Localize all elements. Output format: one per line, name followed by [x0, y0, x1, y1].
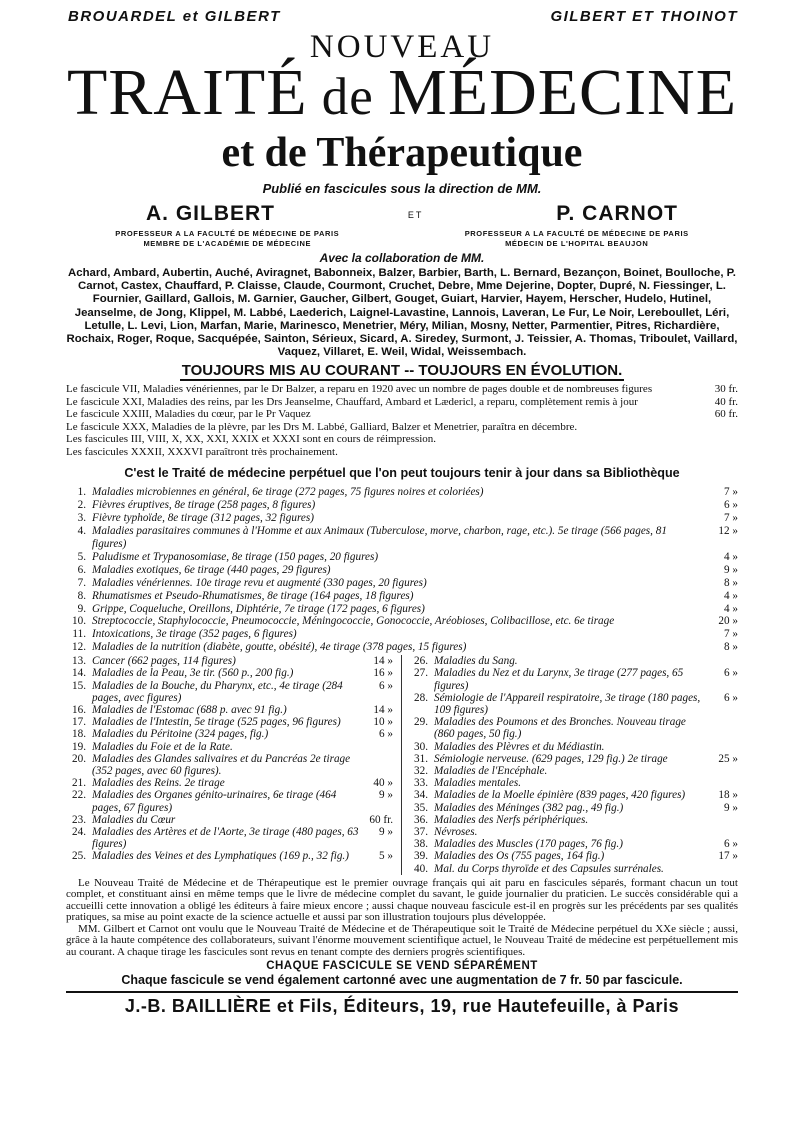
list-item-title: Maladies des Veines et des Lymphatiques (169 p., 32 fig.) — [92, 850, 349, 863]
list-item — [408, 789, 738, 801]
list-item-number: 36. — [414, 813, 428, 826]
list-item-number: 4. — [77, 525, 86, 538]
list-item — [66, 525, 738, 551]
carnot-affiliation — [415, 229, 738, 249]
list-item-number: 14. — [72, 667, 86, 680]
list-item-price: 9 » — [724, 801, 738, 814]
fascicule-note — [66, 433, 738, 446]
list-item-title: Maladies des Artères et de l'Aorte, 3e tirage (480 pages, 63 figures) — [92, 826, 359, 851]
list-item-title: Maladies des Plèvres et du Médiastin. — [434, 740, 605, 753]
collaborators-list: Achard, Ambard, Aubertin, Auché, Aviragnet, Babonneix, Balzer, Barbier, Barth, L. Bernard, Bezançon, Boinet, Boulloche, P. Carnot, Castex, Chauffard, P. Claisse, Claude, Courmont, Cruchet, Debre, Mme Dejerine, Dopter, Dupré, N. Fiessinger, L. Fournier, Gaillard, Gallois, M. Garnier, Gaucher, Gilbert, Gouget, Guiart, Harvier, Hayem, Herscher, Hudelo, Hutinel, Jeanselme, de Jong, Klippel, M. Labbé, Laederich, Laignel-Lavastine, Lannois, Laveran, Le Fur, Le Noir, Lereboullet, Léri, Letulle, L. Levi, Lion, Marfan, Marie, Marinesco, Menetrier, Méry, Milian, Mosny, Netter, Parmentier, Pitres, Richardière, Rochaix, Roger, Roque, Sacquépée, Sainton, Sérieux, Sicard, A. Siredey, Surmont, J. Teissier, A. Thomas, Triboulet, Vaillard, Vaquez, Villaret, E. Weil, Widal, Weissembach. — [66, 267, 738, 359]
list-item-price: 6 » — [724, 838, 738, 851]
list-item-number: 16. — [72, 704, 86, 717]
list-item-price: 6 » — [724, 667, 738, 680]
list-item-number: 34. — [414, 789, 428, 802]
list-item-price: 5 » — [379, 850, 393, 863]
list-item — [66, 512, 738, 525]
list-item-title: Paludisme et Trypanosomiase, 8e tirage (150 pages, 20 figures) — [92, 550, 379, 563]
description-para-1: Le Nouveau Traité de Médecine et de Thérapeutique est le premier ouvrage français qui ait paru en fascicules séparés, formant chacun un tout complet, et constituant ainsi en même temps que le livre de médecine complet du savant, le guide journalier du praticien. Le succès considérable qui a accueilli cette innovation a obligé les éditeurs à faire mieux encore ; aussi chaque nouveau fascicule est-il en progrès sur les précédents par ses qualités pratiques, sa mise au point exacte de la science actuelle et aussi par son illustration toujours plus développée. — [66, 876, 738, 924]
list-item — [66, 728, 393, 740]
fascicule-note-text: Le fascicule VII, Maladies vénériennes, par le Dr Balzer, a reparu en 1920 avec un nombre de pages double et de nombreuses figures — [66, 383, 653, 396]
list-item-number: 39. — [414, 850, 428, 863]
fascicule-note-price: 40 fr. — [714, 395, 738, 408]
fascicule-note-text: Le fascicule XXX, Maladies de la plèvre, par les Drs M. Labbé, Galliard, Balzer et Menetrier, paraîtra en décembre. — [66, 420, 578, 433]
fascicule-note-text: Le fascicule XXI, Maladies des reins, par les Drs Jeanselme, Chauffard, Ambard et Lædericl, a reparu, complètement remis à jour — [66, 395, 638, 408]
cartonne-note: Chaque fascicule se vend également cartonné avec une augmentation de 7 fr. 50 par fascicule. — [121, 973, 683, 988]
list-item-price: 20 » — [718, 615, 738, 628]
list-item-price: 60 fr. — [369, 813, 393, 826]
list-item-number: 32. — [414, 765, 428, 778]
list-item — [408, 753, 738, 765]
list-item — [66, 564, 738, 577]
list-item-title: Maladies de la Moelle épinière (839 pages, 420 figures) — [434, 789, 686, 802]
fascicule-note — [66, 383, 738, 396]
main-title — [66, 56, 738, 129]
list-item-price: 7 » — [724, 486, 738, 499]
list-item — [408, 814, 738, 826]
fascicule-note-price: 30 fr. — [714, 383, 738, 396]
directors — [66, 202, 738, 226]
fascicule-note — [66, 446, 738, 459]
list-item-title: Grippe, Coqueluche, Oreillons, Diphtérie, 7e tirage (172 pages, 6 figures) — [92, 602, 425, 615]
list-item-number: 33. — [414, 777, 428, 790]
fascicule-list-right — [402, 655, 738, 875]
list-item-number: 3. — [77, 512, 86, 525]
gilbert-affiliation — [66, 229, 389, 249]
list-item-price: 10 » — [373, 716, 393, 729]
list-item-number: 25. — [72, 850, 86, 863]
carnot-aff-2: MÉDECIN DE L'HOPITAL BEAUJON — [505, 239, 649, 248]
list-item-price: 8 » — [724, 641, 738, 654]
list-item-title: Maladies microbiennes en général, 6e tirage (272 pages, 75 figures noires et coloriées) — [92, 486, 484, 499]
list-item-price: 6 » — [379, 679, 393, 692]
list-item-title: Sémiologie nerveuse. (629 pages, 129 fig.) 2e tirage — [434, 752, 668, 765]
fascicule-note-price — [732, 421, 738, 434]
banner — [66, 362, 738, 379]
publisher-footer: J.-B. BAILLIÈRE et Fils, Éditeurs, 19, rue Hautefeuille, à Paris — [66, 991, 738, 1017]
list-item-title: Maladies des Organes génito-urinaires, 6e tirage (464 pages, 67 figures) — [92, 789, 337, 814]
list-item-number: 31. — [414, 752, 428, 765]
gilbert-aff-1: PROFESSEUR A LA FACULTÉ DE MÉDECINE DE PARIS — [115, 229, 340, 238]
list-item-title: Maladies de la nutrition (diabète, goutte, obésité), 4e tirage (378 pages, 15 figures) — [92, 641, 467, 654]
list-item-title: Maladies du Foie et de la Rate. — [92, 740, 233, 753]
list-item-title: Maladies du Péritoine (324 pages, fig.) — [92, 728, 269, 741]
list-item — [408, 826, 738, 838]
list-item-number: 23. — [72, 813, 86, 826]
affiliations — [66, 229, 738, 249]
list-item — [66, 615, 738, 628]
list-item-title: Cancer (662 pages, 114 figures) — [92, 655, 236, 668]
list-item-number: 19. — [72, 740, 86, 753]
list-item — [66, 590, 738, 603]
list-item — [66, 486, 738, 499]
list-item — [66, 551, 738, 564]
list-item-price: 8 » — [724, 576, 738, 589]
list-item-price: 4 » — [724, 589, 738, 602]
title-de: de — [307, 68, 389, 126]
list-item-price: 6 » — [724, 499, 738, 512]
list-item-number: 13. — [72, 655, 86, 668]
list-item-price: 9 » — [379, 789, 393, 802]
list-item-number: 5. — [77, 550, 86, 563]
list-item — [66, 753, 393, 777]
list-item-number: 27. — [414, 667, 428, 680]
list-item-number: 22. — [72, 789, 86, 802]
list-item — [408, 692, 738, 716]
list-item-title: Maladies de l'Encéphale. — [434, 765, 548, 778]
list-item-number: 30. — [414, 740, 428, 753]
title-traite: TRAITÉ — [66, 56, 308, 129]
subtitle: et de Thérapeutique — [221, 130, 583, 176]
list-item — [408, 765, 738, 777]
list-item-price: 25 » — [718, 752, 738, 765]
director-carnot: P. CARNOT — [556, 202, 678, 225]
list-item-price: 4 » — [724, 602, 738, 615]
list-item — [408, 667, 738, 691]
fascicule-note — [66, 408, 738, 421]
list-item-title: Maladies des Reins. 2e tirage — [92, 777, 225, 790]
list-item — [66, 499, 738, 512]
list-item-number: 2. — [77, 499, 86, 512]
fascicule-note-price: 60 fr. — [714, 408, 738, 421]
collab-intro: Avec la collaboration de MM. — [319, 251, 485, 265]
list-item-title: Maladies des Nerfs périphériques. — [434, 813, 589, 826]
fascicule-note-price — [732, 433, 738, 446]
list-item-title: Mal. du Corps thyroïde et des Capsules surrénales. — [434, 862, 664, 875]
fascicule-list-left — [66, 655, 402, 875]
directors-et: ET — [407, 210, 424, 220]
list-item-price: 40 » — [373, 777, 393, 790]
list-item-title: Maladies de la Bouche, du Pharynx, etc., 4e tirage (284 pages, avec figures) — [92, 679, 343, 704]
fascicule-note-text: Les fascicules XXXII, XXXVI paraîtront très prochainement. — [66, 445, 338, 458]
banner-text: TOUJOURS MIS AU COURANT -- TOUJOURS EN ÉVOLUTION. — [181, 362, 623, 380]
fascicule-note-text: Les fascicules III, VIII, X, XX, XXI, XXIX et XXXI sont en cours de réimpression. — [66, 433, 437, 446]
list-item-title: Sémiologie de l'Appareil respiratoire, 3e tirage (180 pages, 109 figures) — [434, 691, 701, 717]
list-item-number: 11. — [72, 628, 86, 641]
list-item-price: 7 » — [724, 512, 738, 525]
fascicule-list-full — [66, 486, 738, 654]
list-item-title: Maladies exotiques, 6e tirage (440 pages, 29 figures) — [92, 563, 331, 576]
carnot-aff-1: PROFESSEUR A LA FACULTÉ DE MÉDECINE DE PARIS — [464, 229, 689, 238]
list-item — [66, 814, 393, 826]
list-item-title: Maladies des Glandes salivaires et du Pancréas 2e tirage (352 pages, avec 60 figures). — [92, 752, 351, 778]
list-item-number: 29. — [414, 716, 428, 729]
list-item-number: 7. — [77, 576, 86, 589]
list-item-price: 12 » — [718, 525, 738, 538]
list-item-number: 12. — [72, 641, 86, 654]
list-item-price: 6 » — [379, 728, 393, 741]
list-item — [408, 777, 738, 789]
list-item — [408, 850, 738, 862]
list-item-title: Maladies de l'Intestin, 5e tirage (525 pages, 96 figures) — [92, 716, 341, 729]
header-right: GILBERT ET THOINOT — [550, 8, 738, 25]
list-item — [66, 641, 738, 654]
list-item — [66, 789, 393, 813]
perpetual-tagline: C'est le Traité de médecine perpétuel que l'on peut toujours tenir à jour dans sa Bibliothèque — [124, 466, 680, 481]
gilbert-aff-2: MEMBRE DE L'ACADÉMIE DE MÉDECINE — [143, 239, 312, 248]
fascicule-note-text: Le fascicule XXIII, Maladies du cœur, par le Pr Vaquez — [66, 408, 311, 421]
list-item — [66, 777, 393, 789]
list-item-price: 16 » — [373, 667, 393, 680]
list-item — [66, 716, 393, 728]
list-item-number: 26. — [414, 655, 428, 668]
fascicule-note — [66, 396, 738, 409]
list-item-title: Intoxications, 3e tirage (352 pages, 6 figures) — [92, 628, 297, 641]
list-item-price: 7 » — [724, 628, 738, 641]
list-item-price: 14 » — [373, 704, 393, 717]
list-item-number: 18. — [72, 728, 86, 741]
list-item-number: 24. — [72, 826, 86, 839]
list-item-price: 4 » — [724, 550, 738, 563]
list-item-price: 14 » — [373, 655, 393, 668]
fascicule-notes — [66, 383, 738, 458]
list-item — [408, 802, 738, 814]
list-item-title: Maladies des Poumons et des Bronches. Nouveau tirage (860 pages, 50 fig.) — [434, 716, 686, 741]
list-item — [66, 680, 393, 704]
list-item-price: 9 » — [379, 826, 393, 839]
top-header — [68, 8, 738, 25]
list-item-number: 15. — [72, 679, 86, 692]
list-item — [66, 850, 393, 862]
list-item-title: Maladies des Muscles (170 pages, 76 fig.) — [434, 838, 623, 851]
list-item-title: Maladies parasitaires communes à l'Homme et aux Animaux (Tuberculose, morve, charbon, rage, etc.). 5e tirage (566 pages, 81 figures) — [92, 525, 667, 551]
list-item-number: 1. — [77, 486, 86, 499]
list-item-number: 20. — [72, 752, 86, 765]
list-item-number: 6. — [77, 563, 86, 576]
list-item — [66, 704, 393, 716]
list-item-number: 38. — [414, 838, 428, 851]
list-item-title: Maladies vénériennes. 10e tirage revu et augmenté (330 pages, 20 figures) — [92, 576, 427, 589]
description-para-2: MM. Gilbert et Carnot ont voulu que le Nouveau Traité de Médecine et de Thérapeutique soit le Traité de Médecine perpétuel du XXe siècle ; aussi, grâce à la haute compétence des collaborateurs, suivant l'énorme mouvement scientifique actuel, le Nouveau Traité de médecine est perpétuellement mis au courant. A chaque tirage les fascicules sont revus en tenant compte des derniers progrès scientifiques. — [66, 922, 738, 958]
list-item-number: 40. — [414, 862, 428, 875]
list-item-title: Névroses. — [434, 826, 478, 839]
sold-separately: CHAQUE FASCICULE SE VEND SÉPARÉMENT — [266, 960, 538, 973]
list-item-price: 6 » — [724, 691, 738, 704]
list-item-price: 18 » — [718, 789, 738, 802]
list-item — [408, 741, 738, 753]
list-item-number: 21. — [72, 777, 86, 790]
title-medecine: MÉDECINE — [388, 56, 738, 129]
list-item — [408, 863, 738, 875]
list-item — [66, 628, 738, 641]
list-item — [66, 655, 393, 667]
list-item — [408, 838, 738, 850]
list-item-title: Fièvre typhoïde, 8e tirage (312 pages, 32 figures) — [92, 512, 314, 525]
list-item — [66, 667, 393, 679]
list-item-title: Maladies de la Peau, 3e tir. (560 p., 200 fig.) — [92, 667, 294, 680]
list-item-number: 8. — [77, 589, 86, 602]
list-item-price: 9 » — [724, 563, 738, 576]
director-gilbert: A. GILBERT — [146, 202, 275, 225]
list-item-number: 17. — [72, 716, 86, 729]
fascicule-list-columns — [66, 655, 738, 875]
list-item-title: Maladies du Cœur — [92, 813, 176, 826]
description — [66, 878, 738, 959]
list-item — [408, 716, 738, 740]
list-item-title: Maladies du Sang. — [434, 655, 518, 668]
list-item-title: Maladies de l'Estomac (688 p. avec 91 fig.) — [92, 704, 287, 717]
list-item-number: 9. — [77, 602, 86, 615]
list-item-number: 35. — [414, 801, 428, 814]
list-item-title: Maladies des Méninges (382 pag., 49 fig.) — [434, 801, 624, 814]
list-item — [66, 577, 738, 590]
list-item-number: 37. — [414, 826, 428, 839]
header-left: BROUARDEL et GILBERT — [68, 8, 281, 25]
list-item-title: Maladies mentales. — [434, 777, 521, 790]
list-item — [66, 603, 738, 616]
fascicule-note — [66, 421, 738, 434]
list-item-title: Fièvres éruptives, 8e tirage (258 pages, 8 figures) — [92, 499, 316, 512]
fascicule-note-price — [732, 446, 738, 459]
list-item-title: Maladies des Os (755 pages, 164 fig.) — [434, 850, 605, 863]
list-item — [66, 741, 393, 753]
title-nouveau: NOUVEAU — [309, 29, 495, 65]
list-item-title: Maladies du Nez et du Larynx, 3e tirage (277 pages, 65 figures) — [434, 667, 684, 692]
list-item-number: 10. — [72, 615, 86, 628]
list-item-number: 28. — [414, 691, 428, 704]
list-item-title: Streptococcie, Staphylococcie, Pneumococcie, Méningococcie, Gonococcie, Aréobioses, Colibacillose, etc. 6e tirage — [92, 615, 615, 628]
list-item-title: Rhumatismes et Pseudo-Rhumatismes, 8e tirage (164 pages, 18 figures) — [92, 589, 414, 602]
publie-line: Publié en fascicules sous la direction de MM. — [262, 181, 542, 196]
list-item-price: 17 » — [718, 850, 738, 863]
list-item — [408, 655, 738, 667]
list-item — [66, 826, 393, 850]
